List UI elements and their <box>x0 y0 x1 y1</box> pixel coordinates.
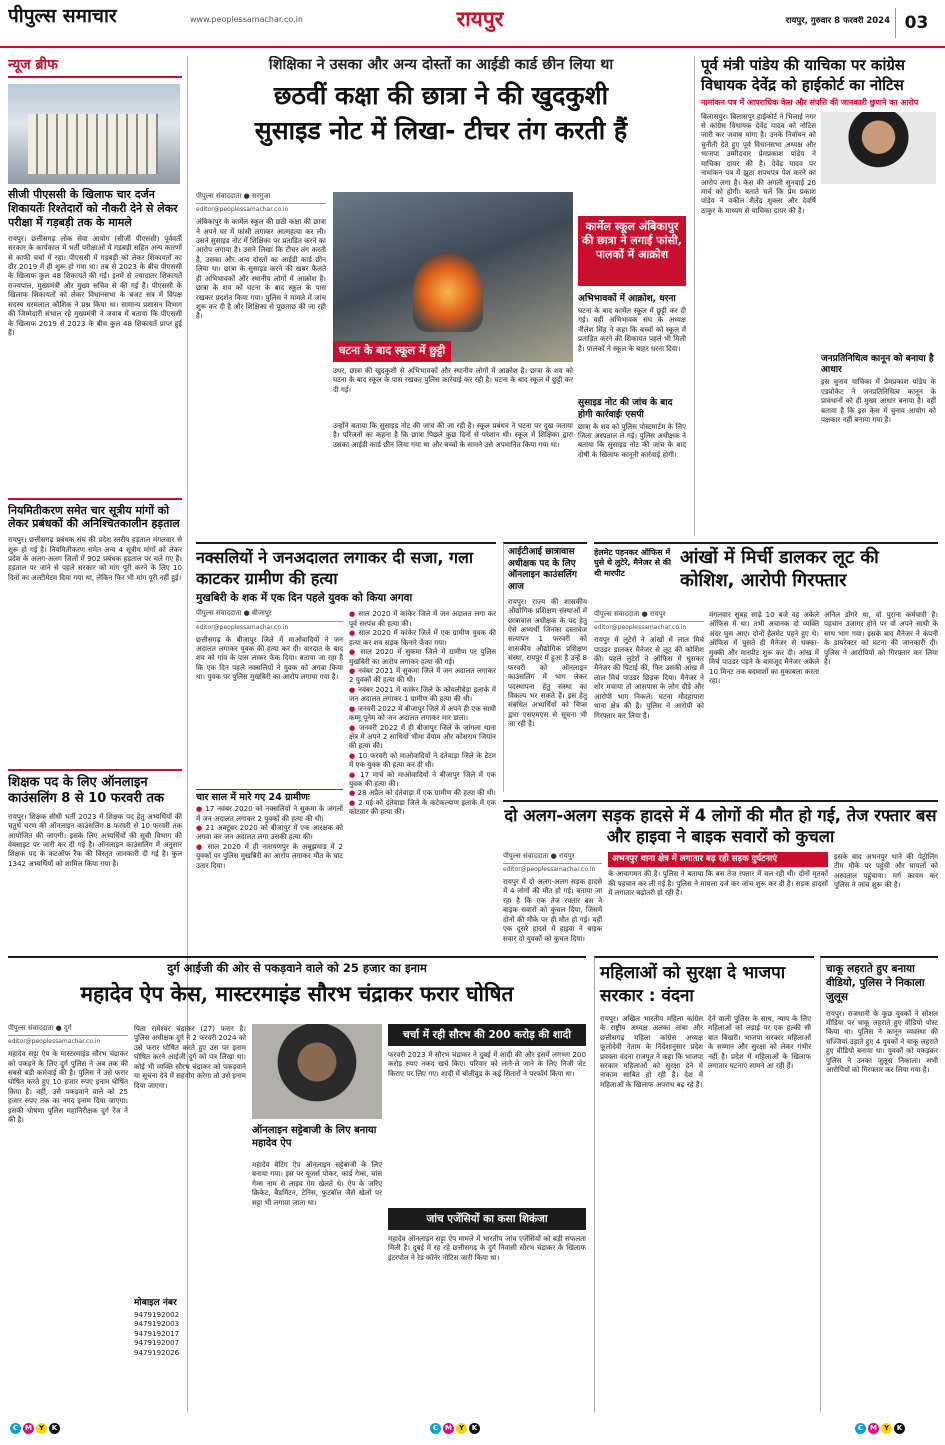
agency-box-title: जांच एजेंसियों का कसा शिकंजा <box>388 1208 586 1230</box>
congress-body: बिलासपुर। बिलासपुर हाईकोर्ट ने भिलाई नगर से कांग्रेस विधायक देवेंद्र यादव को नोटिस जारी कर जवाब मांगा है। उनके निर्वाचन को चुनौती देते हुए पूर्व विधानसभा अध्यक्ष और भाजपा उम्मीदवार प्रेमप्रकाश पांडेय ने याचिका दायर की है। देवेंद्र यादव पर नामांकन पत्र में झूठा शपथपत्र पेश करने का आरोप लगा है। केस की अगली सुनवाई 20 मार्च को होगी। बताते चलें कि प्रेम प्रकाश पांडेय ने वकील शैलेंद्र शुक्ला और देवर्षि ठाकुर के माध्यम से याचिका दायर की है। <box>701 111 816 215</box>
mahila-story <box>594 956 814 1412</box>
congress-sub: जनप्रतिनिधित्व कानून को बनाया है आधार <box>821 353 934 376</box>
brief-2-headline: नियमितीकरण समेत चार सूत्रीय मांगों को लेकर प्रबंधकों की अनिश्चितकालीन हड़ताल <box>8 503 180 531</box>
naxal-email: editor@peoplessamachar.co.in <box>196 623 289 631</box>
lead-kicker: शिक्षिका ने उसका और अन्य दोस्तों का आईडी कार्ड छीन लिया था <box>268 57 614 73</box>
photo-note: उधर, छात्रा की खुदकुशी से अभिभावकों और स्थानीय लोगों में आक्रोश है। छात्रा के शव को घटना के बाद स्कूल के पास रखकर पुलिस कार्रवाई कर रही है। घटना के बाद स्कूल में छुट्टी कर दी गई। <box>333 366 573 394</box>
side-sub-1: अभिभावकों में आक्रोश, धरना <box>578 294 676 304</box>
brief-3-body: रायपुर। शिक्षक सीधी भर्ती 2023 में शिक्षक पद हेतु अभ्यर्थियों की चतुर्थ चरण की ऑनलाइन काउंसलिंग 8 फरवरी से 10 फरवरी तक आयोजित की जाएगी। इसके लिए अभ्यर्थियों की सूची विभाग की वेबसाइट पर जारी कर दी गई है। ऑनलाइन काउंसलिंग में अनुसार शिक्षक पद के कटऑफ रैंक की विस्तृत जानकारी दी गई है। कुल 1342 अभ्यर्थियों को शामिल किया गया है। <box>8 811 182 868</box>
iti-headline: आईटीआई छात्रावास अधीक्षक पद के लिए ऑनलाइन काउंसलिंग आज <box>508 547 577 593</box>
masthead <box>0 0 945 48</box>
robbery-byline: पीपुल्स संवाददाता ● रायपुर <box>594 610 704 622</box>
accident-body-2: के आवागमन की है। पुलिस ने बताया कि बस तेज रफ्तार में चल रही थी। दोनों मृतकों की पहचान कर ली गई है। पुलिस ने मामला दर्ज कर जांच शुरू कर दी है। सड़क हादसों में लगातार बढ़ोतरी हो रही है। <box>608 869 828 897</box>
robbery-headline: आंखों में मिर्ची डालकर लूट की कोशिश, आरोपी गिरफ्तार <box>680 547 879 592</box>
saurabh-photo <box>252 1024 382 1119</box>
naxal-box-title: चार साल में मारे गए 24 ग्रामीणः <box>196 789 343 805</box>
lead-body: अंबिकापुर के कार्मेल स्कूल की छठी कक्षा की छात्रा ने अपने घर में फांसी लगाकर आत्महत्या कर ली। उसने सुसाइड नोट में शिक्षिका पर प्रताड़ित करने का आरोप लगाया है। उसने लिखा कि टीचर तंग करती है, उसका और अन्य दोस्तों का आईडी कार्ड छीन लिया था। छात्रा के सुसाइड करने की खबर फैलते ही अभिभावकों और स्थानीय लोगों में आक्रोश है। छात्रा के शव को घटना के बाद स्कूल के पास रखकर प्रदर्शन किया गया। पुलिस ने मामले में जांच शुरू कर दी है और शिक्षिका से पूछताछ की जा रही है। <box>196 217 326 321</box>
phone-label: मोबाइल नंबर <box>134 1298 177 1308</box>
mahadev-headline: महादेव ऐप केस, मास्टरमाइंड सौरभ चंद्राकर फरार घोषित <box>80 981 514 1007</box>
iti-body: रायपुर। राज्य की शासकीय औद्योगिक प्रशिक्षण संस्थाओं में छात्रावास अधीक्षक के पद हेतु ऐसे अभ्यर्थी जिनका दस्तावेज सत्यापन 1 फरवरी को शासकीय औद्योगिक प्रशिक्षण संस्था, रायपुर में हुआ है उन्हें 8 फरवरी को ऑनलाइन काउंसलिंग में भाग लेकर पदस्थापना हेतु संस्था का विकल्प भर सकते हैं। इस हेतु संबंधित अभ्यर्थियों को चिप्स द्वारा एसएमएस से सूचना भी जा रही है। <box>508 596 587 729</box>
congress-story <box>694 56 938 536</box>
robbery-body: रायपुर में लुटेरों ने आंखों में लाल मिर्च पाउडर डालकर मैनेजर से लूट की कोशिश की। पहले लुटेरों ने ऑफिस में घुसकर मैनेजर की पिटाई की, फिर उसकी आंख में लाल मिर्च पाउडर छिड़क दिया। मैनेजर ने शोर मचाया तो आसपास के लोग दौड़े और आरोपी भाग निकले। घटना मौदहापारा थाना क्षेत्र की है। पुलिस ने आरोपी को गिरफ्तार कर लिया है। <box>594 635 704 720</box>
naxal-deck: मुखबिरी के शक में एक दिन पहले युवक को किया अगवा <box>196 591 413 604</box>
mahadev-photo-body: महादेव बेटिंग ऐप ऑनलाइन सट्टेबाजी के लिए बनाया गया। इस पर यूजर्स पोकर, कार्ड गेम्स, चांस गेम्स नाम से लाइव गेम खेलते थे। ऐप के जरिए क्रिकेट, बैडमिंटन, टेनिस, फुटबॉल जैसे खेलों पर सट्टा भी लगाया जाता था। <box>252 1160 382 1207</box>
logo: पीपुल्स समाचार <box>8 5 117 27</box>
brief-3-headline: शिक्षक पद के लिए ऑनलाइन काउंसलिंग 8 से 10 फरवरी तक <box>8 775 164 807</box>
side-body-1: घटना के बाद कार्मेल स्कूल में छुट्टी कर दी गई। वहीं अभिभावक संघ के अध्यक्ष नीलेश सिंह ने कहा कि बच्चों को स्कूल में प्रताड़ित करने की शिकायत पहले भी मिली है। पालकों ने स्कूल के बाहर धरना दिया। <box>578 305 686 353</box>
lead-headline-2: सुसाइड नोट में लिखा- टीचर तंग करती हैं <box>254 116 628 146</box>
mahadev-body-2: पिता रामेश्वर चंद्राकर (27) फरार है। पुलिस अधीक्षक दुर्ग ने 2 फरवरी 2024 को उसे फरार घोषित करते हुए उस पर इनाम घोषित करने आईजी दुर्ग को पत्र लिखा था। कोई भी व्यक्ति सौरभ चंद्राकर को पकड़वाने या सूचना देने में सहयोग करेगा तो उसे इनाम दिया जाएगा। <box>134 1024 246 1090</box>
congress-deck: नामांकन पत्र में आपराधिक केस और संपत्ति की जानकारी छुपाने का आरोप <box>701 98 919 107</box>
accident-body-3: इसके बाद अभनपुर थाने की पेट्रोलिंग टीम मौके पर पहुंची और घायलों को अस्पताल पहुंचाया। मर्ग कायम कर पुलिस ने जांच शुरू की है। <box>833 851 938 890</box>
lead-story <box>196 56 686 536</box>
naxal-timeline <box>196 804 343 904</box>
city-label: रायपुर <box>456 7 504 31</box>
mahila-body-2: देने वाली पुलिस के साथ, न्याय के लिए महिलाओं को लड़ाई पर एक हल्की सी बात बिखरी। भाजपा सरकार महिलाओं के सम्मान और सुरक्षा को लेकर गंभीर नहीं है। प्रदेश में महिलाओं के खिलाफ लगातार घटनाएं सामने आ रही हैं। <box>708 1013 811 1070</box>
mahadev-body: महादेव सट्टा ऐप के मास्टरमाइंड सौरभ चंद्राकर को पकड़ने के लिए दुर्ग पुलिस ने अब तक की सबसे बड़ी कार्रवाई की है। पुलिस ने उसे फरार घोषित करते हुए 10 हजार रुपए इनाम घोषित किया है। वहीं, उसे पकड़वाने वाले को 25 हजार रुपए तक का नगद इनाम दिया जाएगा। इसकी घोषणा पुलिस महानिरीक्षक दुर्ग रेंज ने की है। <box>8 1049 128 1125</box>
robbery-body-3: अनिल डोंगरे था, वो पुराना कर्मचारी है। पहचान उजागर होने पर वो अपने साथी के साथ भाग गया। इसके बाद मैनेजर ने कंपनी के डायरेक्टर को घटना की जानकारी दी। पुलिस ने आरोपियों को गिरफ्तार कर लिया है। <box>824 610 938 667</box>
timeline-item: ● 28 अप्रैल को दंतेवाड़ा में एक ग्रामीण की हत्या की थी। <box>349 788 496 798</box>
lead-byline: पीपुल्स संवाददाता ● सरगुजा <box>196 192 326 204</box>
robbery-story <box>594 542 938 792</box>
congress-body-2: इस चुनाव याचिका में प्रेमप्रकाश पांडेय के एडवोकेट ने जनप्रतिनिधित्व कानून के प्रावधानों को ही मुख्य आधार बनाया है। वहीं बताया है कि इस केस में चुनाव आयोग को पक्षकार नहीं बनाया गया है। <box>821 377 936 424</box>
color-registration: C M Y K <box>10 1420 90 1436</box>
agency-box-body: महादेव ऑनलाइन सट्टा ऐप मामले में भारतीय जांच एजेंसियों को बड़ी सफलता मिली है। दुबई में रह रहे छत्तीसगढ़ के दुर्ग निवासी सौरभ चंद्राकर के खिलाफ इंटरपोल ने रेड कॉर्नर नोटिस जारी किया था। <box>388 1234 586 1262</box>
phone-number: 9479192003 <box>134 1319 180 1329</box>
timeline-item: ● 21 अक्टूबर 2020 को बीजापुर में एक आरक्षक को अगवा कर जन अदालत लगा उसकी हत्या की। <box>196 822 343 842</box>
mahadev-photo-caption: ऑनलाइन सट्टेबाजी के लिए बनाया महादेव ऐप <box>252 1125 377 1149</box>
photo-caption: घटना के बाद स्कूल में छुट्टी <box>333 341 451 362</box>
timeline-item: ● साल 2020 में कांकेर जिले में एक ग्रामीण युवक की हत्या कर शव सड़क किनारे फेंका गया। <box>349 628 496 647</box>
video-story <box>820 956 938 1412</box>
mahadev-story <box>8 956 586 1412</box>
accident-box: अभनपुर थाना क्षेत्र में लगातार बढ़ रही सड़क दुर्घटनाएं <box>608 852 828 867</box>
politician-photo <box>821 112 936 184</box>
video-body: रायपुर। राजधानी के कुछ युवकों ने सोशल मीडिया पर चाकू लहराते हुए वीडियो पोस्ट किया था। पुलिस ने कानून व्यवस्था की धज्जियां उड़ाते हुए 4 युवकों ने चाकू लहराते हुए वीडियो बनाया था। युवकों को पकड़कर पुलिस ने उनका जुलूस निकाला। सभी आरोपियों को गिरफ्तार कर लिया गया है। <box>826 1008 938 1075</box>
phone-number: 9479192026 <box>134 1347 180 1357</box>
accident-story <box>503 800 938 950</box>
wedding-box-title: चर्चा में रही सौरभ की 200 करोड़ की शादी <box>388 1024 586 1046</box>
mahila-body: रायपुर। अखिल भारतीय महिला कांग्रेस के राष्ट्रीय अध्यक्ष अलका लांबा और छत्तीसगढ़ महिला कांग्रेस अध्यक्ष फूलोदेवी नेताम के निर्देशानुसार प्रदेश प्रवक्ता वंदना राजपूत ने कहा कि भाजपा सरकार महिलाओं को सुरक्षा देने में नाकाम साबित हो रही है। देश में महिलाओं के खिलाफ अपराध बढ़ रहे हैं। <box>600 1013 703 1089</box>
naxal-body: छत्तीसगढ़ के बीजापुर जिले में माओवादियों ने जन अदालत लगाकर युवक की हत्या कर दी। वारदात के बाद शव को गांव के पास लाकर फेंक दिया। बताया जा रहा है कि एक दिन पहले नक्सलियों ने युवक को अगवा किया था। युवक पर पुलिस मुखबिरी का आरोप लगाया गया है। <box>196 634 343 682</box>
website: www.peoplessamachar.co.in <box>190 15 303 24</box>
phone-number: 9479192017 <box>134 1328 180 1338</box>
video-headline: चाकू लहराते हुए बनाया वीडियो, पुलिस ने निकाला जुलूस <box>826 963 925 1004</box>
robbery-email: editor@peoplessamachar.co.in <box>594 624 687 632</box>
brief-1-body: रायपुर। छत्तीसगढ़ लोक सेवा आयोग (सीजी पीएससी) पूर्ववर्ती सरकार के कार्यकाल में भर्ती परीक्षाओं में गड़बड़ी सहित अन्य कारणों से काफी चर्चा में रहा। पीएससी में गड़बड़ी को लेकर शिकायतों का दौर 2019 में ही शुरू हो गया था। तब से 2023 के बीच पीएससी के खिलाफ कुल 48 शिकायतें की गईं। इनमें से ज्यादातर शिकायतें राज्यपाल, मुख्यमंत्री और मुख्य सचिव से की गई हैं। पीएससी के खिलाफ शिकायतों को लेकर विधानसभा के बजट सत्र में विपक्ष सदस्य धरमलाल कौशिक ने प्रश्न किया था। सामान्य प्रशासन विभाग की जिम्मेदारी संभाल रहे मुख्यमंत्री ने जवाब में बताया कि पीएससी के खिलाफ 2019 से 2023 के बीच कुल 48 शिकायतें प्राप्त हुई हैं। <box>8 233 182 337</box>
timeline-item: ● साल 2020 में कांकेर जिले में जन अदालत लगा कर पूर्व सरपंच की हत्या की। <box>349 609 496 628</box>
robbery-kicker: हेलमेट पहनकर ऑफिस में घुसे थे लुटेरे, मैनेजर से की थी मारपीट <box>594 548 671 578</box>
timeline-item: ● नवंबर 2021 में सुकमा जिले में जन अदालत लगाकर 2 युवकों की हत्या की थी। <box>349 665 496 685</box>
timeline-item: ● 17 मार्च को माओवादियों ने बीजापुर जिले में एक युवक की हत्या की। <box>349 769 496 789</box>
naxal-byline: पीपुल्स संवाददाता ● बीजापुर <box>196 609 343 621</box>
protest-photo <box>333 192 573 362</box>
mahila-headline: महिलाओं को सुरक्षा दे भाजपा सरकार : वंदना <box>600 963 786 1006</box>
side-body-2: छात्रा के शव को पुलिस पोस्टमार्टम के लिए जिला अस्पताल ले गई। पुलिस अधीक्षक ने बताया कि सुसाइड नोट की जांच के बाद दोषी के खिलाफ कानूनी कार्रवाई होगी। <box>578 421 686 459</box>
timeline-item: ● जनवरी 2022 में बीजापुर जिले में अपने ही एक साथी कम्मू पूनेम को जन अदालत लगाकर मार डाला। <box>349 703 496 723</box>
timeline-item: ● 10 फरवरी को माओवादियों ने दंतेवाड़ा जिले के टेटम में एक युवक की हत्या कर दी थी। <box>349 750 496 770</box>
timeline-item: ● 17 नवंबर 2020 को नक्सलियों ने सुकमा के जंगलों में जन अदालत लगाकर 2 युवकों की हत्या की थी। <box>196 804 343 823</box>
lead-body-2: उन्होंने बताया कि सुसाइड नोट की जांच की जा रही है। स्कूल प्रबंधन ने घटना पर दुख जताया है। परिजनों का कहना है कि छात्रा पिछले कुछ दिनों से परेशान थी। स्कूल में शिक्षिका द्वारा उसका आईडी कार्ड छीन लिया गया था और बच्चों के सामने उसे अपमानित किया गया था। <box>333 421 573 449</box>
timeline-item: ● 2 मई को दंतेवाड़ा जिले के कटेकल्याण इलाके में एक कोटवार की हत्या की। <box>349 797 496 817</box>
timeline-item: ● नवंबर 2021 में कांकेर जिले के कोयलीबेड़ा इलाके में जन अदालत लगाकर 1 ग्रामीण की हत्या की थी। <box>349 684 496 704</box>
timeline-item: ● साल 2020 में सुकमा जिले में ग्रामीण पर पुलिस मुखबिरी का आरोप लगाकर हत्या की गई। <box>349 647 496 666</box>
lead-headline-1: छठवीं कक्षा की छात्रा ने की खुदकुशी <box>273 81 609 111</box>
phone-number: 9479192002 <box>134 1309 180 1319</box>
side-sub-2: सुसाइड नोट की जांच के बाद होगी कार्रवाईः एसपी <box>578 397 673 420</box>
side-box-title: कार्मेल स्कूल अंबिकापुर की छात्रा ने लगाई फांसी, पालकों में आक्रोश <box>578 216 686 286</box>
brief-2-body: रायपुर। छत्तीसगढ़ प्रबंधक संघ की प्रदेश स्तरीय हड़ताल मंगलवार से शुरू हो गई है। नियमितीकरण समेत अन्य 4 सूत्रीय मांगों को लेकर प्रदेश के अलग-अलग जिलों में 902 प्रबंधक हड़ताल पर चले गए हैं। हड़ताल पर जाने से पहले सरकार को मांग पूरी करने के लिए 10 दिनों का अल्टीमेटम दिया गया था, लेकिन फिर भी मांग पूरी नहीं हुई। <box>8 535 182 582</box>
color-registration: C M Y K <box>855 1420 935 1436</box>
date-label: रायपुर, गुरुवार 8 फरवरी 2024 <box>785 16 890 26</box>
naxal-headline: नक्सलियों ने जनअदालत लगाकर दी सजा, गला काटकर ग्रामीण की हत्या <box>196 548 474 588</box>
color-registration: C M Y K <box>430 1420 510 1436</box>
lead-email: editor@peoplessamachar.co.in <box>196 206 289 214</box>
timeline-item: ● जनवरी 2022 में ही बीजापुर जिले के जांगला थाना क्षेत्र में अपने 2 साथियों भीमा वेंयाम और कोसराम जियांन की हत्या की। <box>349 722 496 751</box>
congress-headline: पूर्व मंत्री पांडेय की याचिका पर कांग्रेस विधायक देवेंद्र को हाईकोर्ट का नोटिस <box>701 56 905 94</box>
iti-story <box>503 542 587 792</box>
timeline-item: ● साल 2020 में ही नारायणपुर के अबूझमाड़ में 2 युवकों पर पुलिस मुखबिरी का आरोप लगाकर मौत के घाट उतार दिया। <box>196 841 343 870</box>
mahadev-byline: पीपुल्स संवाददाता ● दुर्ग <box>8 1024 128 1036</box>
mahadev-kicker: दुर्ग आईजी की ओर से पकड़वाने वाले को 25 हजार का इनाम <box>167 961 427 975</box>
naxal-story <box>196 542 496 950</box>
brief-1-headline: सीजी पीएससी के खिलाफ चार दर्जन शिकायतेंः रिश्तेदारों को नौकरी देने से लेकर परीक्षा में गड़बड़ी तक के मामले <box>8 188 178 229</box>
accident-byline: पीपुल्स संवाददाता ● रायपुर <box>503 852 602 864</box>
wedding-box-body: फरवरी 2023 में सौरभ चंद्राकर ने दुबई में शादी की और इसमें लगभग 200 करोड़ रुपए नकद खर्च किए। परिवार को लाने-ले जाने के लिए निजी जेट किराए पर लिए गए। शादी में बॉलीवुड के कई सितारों ने परफॉर्म किया था। <box>388 1050 586 1078</box>
accident-body: रायपुर में दो अलग-अलग सड़क हादसे में 4 लोगों की मौत हो गई। बताया जा रहा है कि एक तेज रफ्तार बस ने बाइक सवारों को कुचल दिया, जिसमें दोनों की मौके पर ही मौत हो गई। वहीं एक दूसरे हादसे में हाइवा ने बाइक सवार दो युवकों को कुचल दिया। <box>503 877 603 943</box>
phone-number: 9479192007 <box>134 1338 180 1348</box>
robbery-body-2: मंगलवार सुबह साढ़े 10 बजे वह अकेले ऑफिस में था। तभी अचानक दो व्यक्ति अंदर घुस आए। दोनों हेलमेट पहने हुए थे। ऑफिस में घुसते ही मैनेजर से धक्का-मुक्की और मारपीट शुरू कर दी। आंख में मिर्च पाउडर पड़ने के बावजूद मैनेजर अकेले 10 मिनट तक बदमाशों का मुकाबला करता रहा। <box>709 610 819 685</box>
pcs-building-image <box>8 84 180 184</box>
accident-headline: दो अलग-अलग सड़क हादसे में 4 लोगों की मौत हो गई, तेज रफ्तार बस और हाइवा ने बाइक सवारों को कुचला <box>504 806 937 847</box>
news-brief-label: न्यूज ब्रीफ <box>8 56 182 78</box>
accident-email: editor@peoplessamachar.co.in <box>503 866 596 874</box>
page-number: 03 <box>895 8 937 38</box>
mahadev-email: editor@peoplessamachar.co.in <box>8 1038 101 1046</box>
